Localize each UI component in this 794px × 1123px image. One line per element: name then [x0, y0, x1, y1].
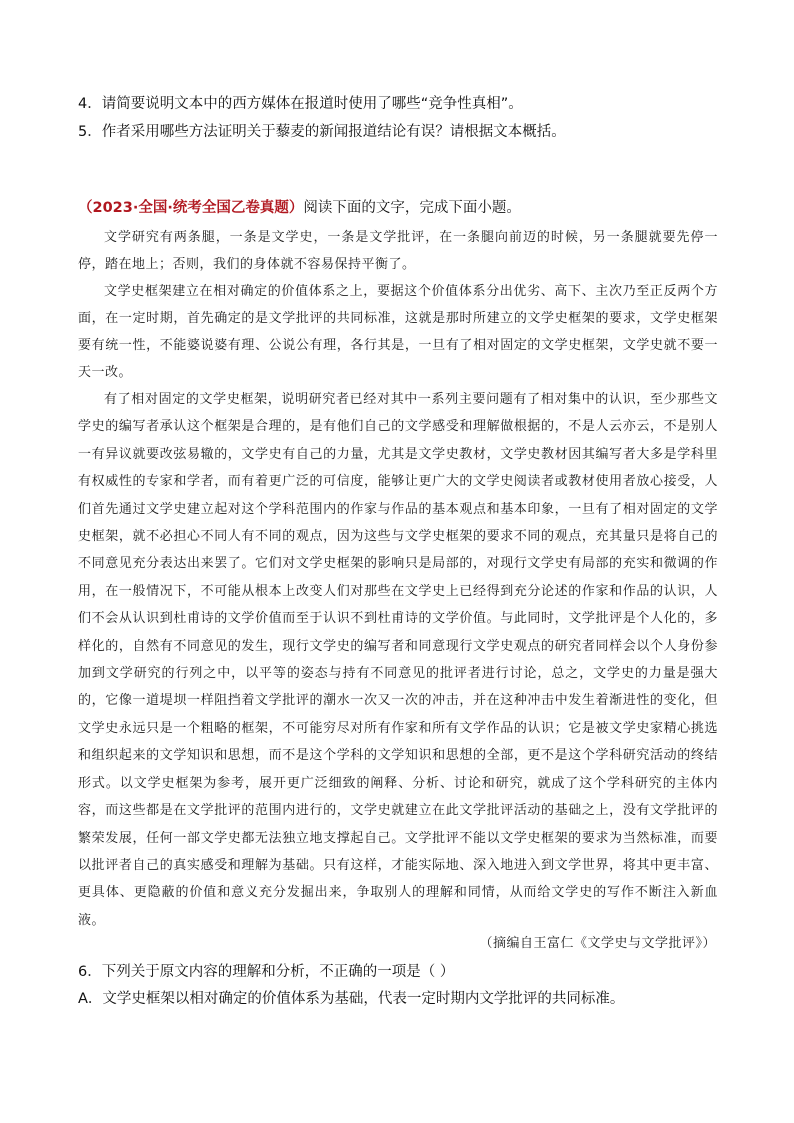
passage-attribution: （摘编自王富仁《文学史与文学批评》）: [479, 936, 716, 951]
question-4: 4．请简要说明文本中的西方媒体在报道时使用了哪些“竞争性真相”。: [78, 96, 523, 112]
reading-instruction: 阅读下面的文字，完成下面小题。: [303, 200, 521, 216]
passage-paragraph-3: [78, 386, 718, 934]
paragraph-text: 有了相对固定的文学史框架，说明研究者已经对其中一系列主要问题有了相对集中的认识，至少那些文学史的编写者承认这个框架是合理的，是有他们自己的文学感受和理解做根据的，不是人云亦云，不是别人一有异议就要改弦易辙的，文学史有自己的力量，尤其是文学史教材，文学史教材因其编写者大多是学科里有权威性的专家和学者，而有着更广泛的可信度，能够让更广大的文学史阅读者或教材使用者放心接受，人们首先通过文学史建立起对这个学科范围内的作家与作品的基本观点和基本印象，一旦有了相对固定的文学史框架，就不必担心不同人有不同的观点，因为这些与文学史框架的要求不同的观点，充其量只是将自己的不同意见充分表达出来罢了。它们对文学史框架的影响只是局部的，对现行文学史有局部的充实和微调的作用，在一般情况下，不可能从根本上改变人们对那些在文学史上已经得到充分论述的作家和作品的认识，人们不会从认识到杜甫诗的文学价值而至于认识不到杜甫诗的文学价值。与此同时，文学批评是个人化的，多样化的，自然有不同意见的发生，现行文学史的编写者和同意现行文学史观点的研究者同样会以个人身份参加到文学研究的行列之中，以平等的姿态与持有不同意见的批评者进行讨论，总之，文学史的力量是强大的，它像一道堤坝一样阻挡着文学批评的潮水一次又一次的冲击，并在这种冲击中发生着渐进性的变化，但文学史永远只是一个粗略的框架，不可能穷尽对所有作家和所有文学作品的认识；它是被文学史家精心挑选和组织起来的文学知识和思想，而不是这个学科的文学知识和思想的全部，更不是这个学科研究活动的终结形式。以文学史框架为参考，展开更广泛细致的阐释、分析、讨论和研究，就成了这个学科研究的主体内容，而这些都是在文学批评的范围内进行的，文学史就建立在此文学批评活动的基础之上，没有文学批评的繁荣发展，任何一部文学史都无法独立地支撑起自己。文学批评不能以文学史框架的要求为当然标准，而要以批评者自己的真实感受和理解为基础。只有这样，才能实际地、深入地进入到文学世界，将其中更丰富、更具体、更隐蔽的价值和意义充分发掘出来，争取别人的理解和同情，从而给文学史的写作不断注入新血液。: [78, 392, 718, 928]
question-6: 6．下列关于原文内容的理解和分析，不正确的一项是（ ）: [78, 964, 455, 980]
paragraph-text: 文学研究有两条腿，一条是文学史，一条是文学批评，在一条腿向前迈的时候，另一条腿就要先停一停，踏在地上；否则，我们的身体就不容易保持平衡了。: [78, 230, 718, 272]
passage-intro: [78, 198, 521, 218]
passage-paragraph-1: [78, 224, 718, 278]
option-a: A．文学史框架以相对确定的价值体系为基础，代表一定时期内文学批评的共同标准。: [78, 991, 625, 1007]
exam-source-label: （2023·全国·统考全国乙卷真题）: [78, 200, 304, 216]
paragraph-text: 文学史框架建立在相对确定的价值体系之上，要据这个价值体系分出优劣、高下、主次乃至正反两个方面，在一定时期，首先确定的是文学批评的共同标准，这就是那时所建立的文学史框架的要求，文学史框架要有统一性，不能婆说婆有理、公说公有理，各行其是，一旦有了相对固定的文学史框架，文学史就不要一天一改。: [78, 284, 718, 380]
question-5: 5．作者采用哪些方法证明关于藜麦的新闻报道结论有误？请根据文本概括。: [78, 124, 566, 140]
passage-paragraph-2: [78, 278, 718, 386]
